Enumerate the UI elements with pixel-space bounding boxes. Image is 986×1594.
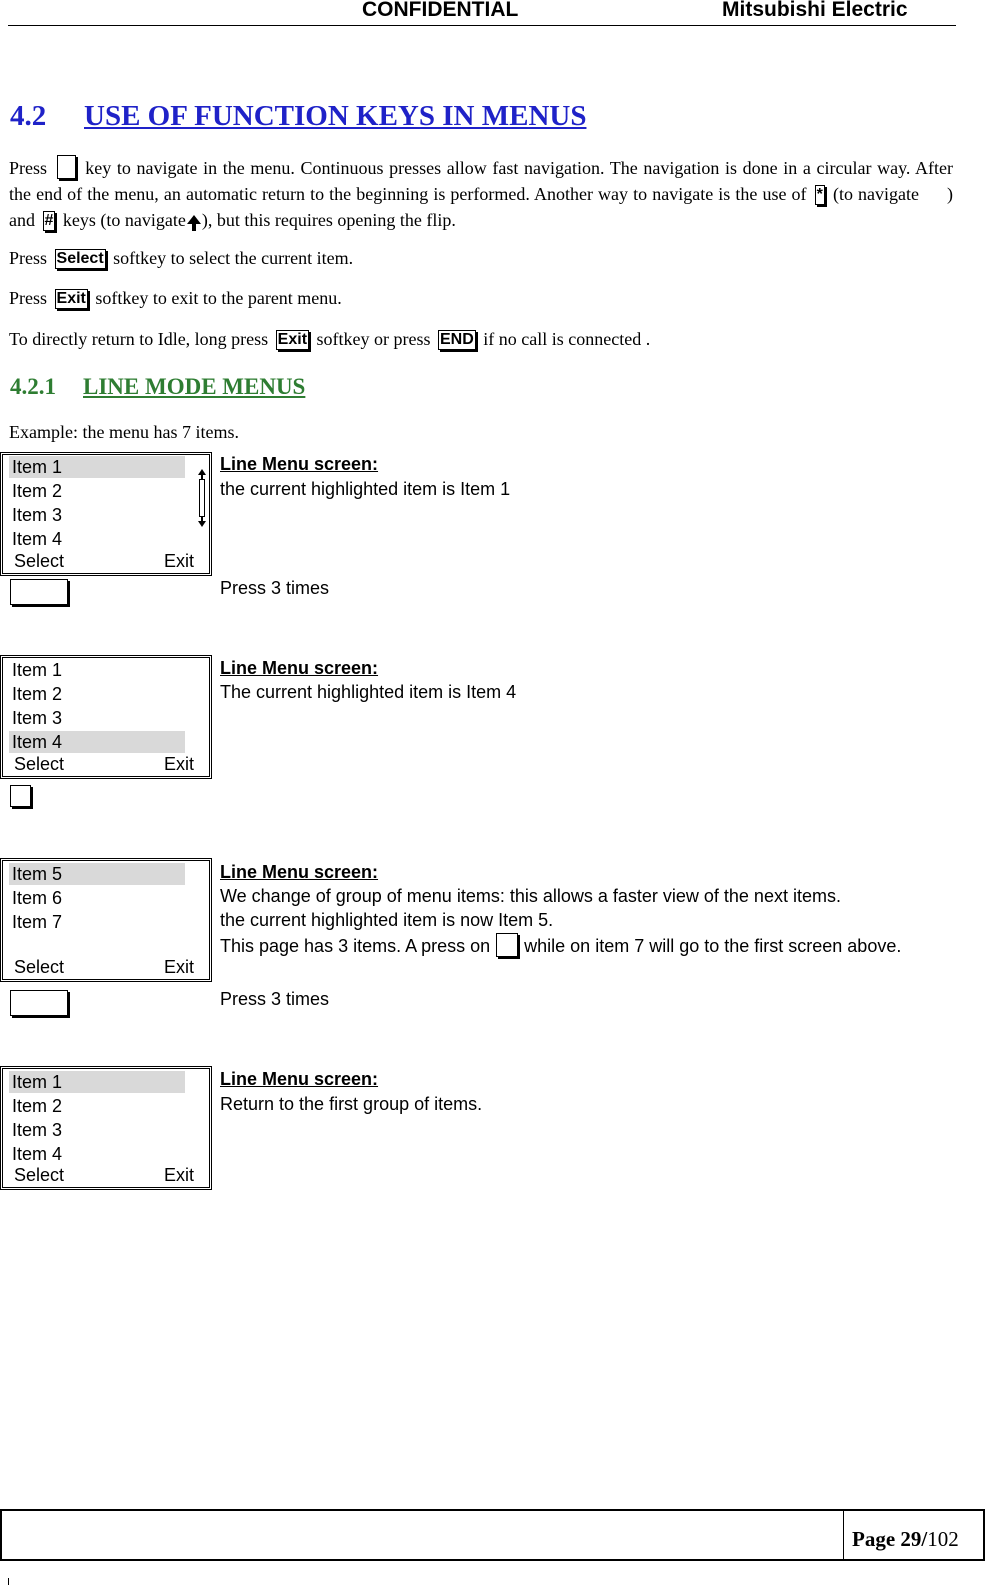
menu-item: Item 2 (12, 684, 63, 704)
subsection-number: 4.2.1 (10, 374, 56, 399)
softkey-select: Select (14, 957, 65, 977)
exit-key-long: Exit (277, 331, 308, 348)
caption-line-part: while on item 7 will go to the first screen above. (524, 936, 902, 956)
softkey-exit: Exit (164, 957, 195, 977)
footer-divider (843, 1509, 844, 1561)
navigation-key-icon (10, 579, 68, 605)
para4-text-b: softkey or press (316, 329, 431, 349)
header-confidential: CONFIDENTIAL (362, 0, 519, 21)
exit-key: Exit (56, 290, 86, 307)
menu-item: Item 6 (12, 888, 63, 908)
para3-text-a: Press (9, 288, 48, 308)
star-key: * (816, 186, 823, 203)
caption-line: Return to the first group of items. (220, 1094, 483, 1114)
subsection-heading (10, 374, 305, 400)
paragraph-exit (9, 285, 342, 311)
phone-screen-1 (0, 452, 212, 576)
section-heading (10, 100, 586, 133)
end-key: END (440, 331, 474, 348)
caption-line-part: This page has 3 items. A press on (220, 936, 491, 956)
menu-item: Item 5 (9, 863, 185, 885)
footer-tick (8, 1578, 9, 1585)
para1-text-c: (to navigate (832, 184, 920, 204)
para1-text-a: Press (9, 158, 48, 178)
para1-text-d: ) and (9, 184, 954, 230)
para2-text-b: softkey to select the current item. (113, 248, 354, 268)
caption-title-1: Line Menu screen: (220, 454, 379, 474)
caption-line: the current highlighted item is Item 1 (220, 479, 511, 499)
softkey-exit: Exit (164, 754, 195, 774)
paragraph-select (9, 245, 353, 271)
para1-text-e: keys (to navigate (62, 210, 186, 230)
header-company: Mitsubishi Electric (722, 0, 908, 21)
softkey-exit: Exit (164, 1165, 195, 1185)
menu-item: Item 3 (12, 505, 63, 525)
para4-text-a: To directly return to Idle, long press (9, 329, 269, 349)
section-title: USE OF FUNCTION KEYS IN MENUS (84, 100, 587, 132)
caption-title-2: Line Menu screen: (220, 658, 379, 678)
hash-key: # (44, 212, 54, 229)
caption-title-3: Line Menu screen: (220, 862, 379, 882)
menu-item (9, 935, 185, 957)
footer-box (0, 1509, 985, 1561)
navigation-key-icon (10, 990, 68, 1016)
para1-text-f: ), but this requires opening the flip. (201, 210, 456, 230)
menu-item: Item 7 (12, 912, 63, 932)
select-key: Select (56, 250, 104, 267)
paragraph-navigation (9, 155, 953, 233)
action-text-3: Press 3 times (220, 989, 330, 1009)
menu-item: Item 2 (12, 1096, 63, 1116)
paragraph-idle (9, 326, 650, 352)
caption-line: the current highlighted item is now Item 5. (220, 910, 554, 930)
caption-line: We change of group of menu items: this allows a faster view of the next items. (220, 886, 841, 906)
softkey-select: Select (14, 754, 65, 774)
header-rule (8, 25, 956, 26)
section-number: 4.2 (10, 100, 47, 132)
page-total: 102 (927, 1527, 959, 1551)
navigation-key-icon (57, 155, 76, 179)
caption-line (220, 933, 901, 958)
phone-screen-3 (0, 858, 212, 982)
menu-item: Item 2 (12, 481, 63, 501)
para4-text-c: if no call is connected . (483, 329, 651, 349)
subsection-title: LINE MODE MENUS (83, 374, 306, 399)
menu-item: Item 4 (12, 529, 63, 549)
para3-text-b: softkey to exit to the parent menu. (95, 288, 342, 308)
softkey-select: Select (14, 551, 65, 571)
para2-text-a: Press (9, 248, 48, 268)
menu-item: Item 3 (12, 1120, 63, 1140)
menu-item: Item 1 (12, 660, 63, 680)
scrollbar-icon (199, 469, 205, 527)
up-arrow-icon (187, 215, 201, 224)
caption-title-4: Line Menu screen: (220, 1069, 379, 1089)
softkey-select: Select (14, 1165, 65, 1185)
example-text: Example: the menu has 7 items. (9, 422, 239, 442)
navigation-key-icon (10, 785, 31, 807)
menu-item: Item 4 (9, 731, 185, 753)
phone-screen-2 (0, 655, 212, 779)
page-label: Page 29/ (852, 1527, 928, 1551)
navigation-key-icon (496, 933, 518, 957)
menu-item: Item 1 (9, 1071, 185, 1093)
softkey-exit: Exit (164, 551, 195, 571)
menu-item: Item 3 (12, 708, 63, 728)
page-number (852, 1527, 959, 1552)
phone-screen-4 (0, 1066, 212, 1190)
para1-text-b: key to navigate in the menu. Continuous presses allow fast navigation. The navigation is done in a circular way. After the end of the menu, an automatic return to the beginning is performed. Another way to navigate is the use of (9, 158, 954, 204)
action-text-1: Press 3 times (220, 578, 330, 598)
caption-line: The current highlighted item is Item 4 (220, 682, 517, 702)
menu-item: Item 4 (12, 1144, 63, 1164)
menu-item: Item 1 (9, 456, 185, 478)
